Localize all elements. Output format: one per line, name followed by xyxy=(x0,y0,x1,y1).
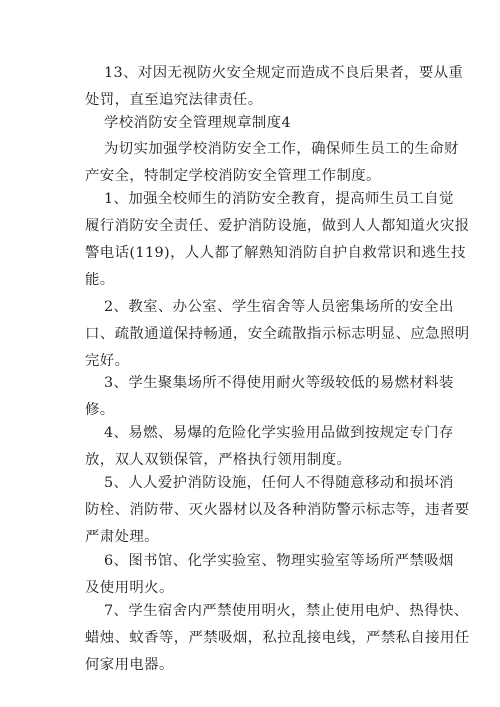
paragraph-line: 能。 xyxy=(85,272,115,288)
paragraph-line: 13、对因无视防火安全规定而造成不良后果者，要从重 xyxy=(104,65,464,81)
paragraph-line: 及使用明火。 xyxy=(85,580,174,596)
paragraph-line: 何家用电器。 xyxy=(85,657,174,673)
paragraph-line: 修。 xyxy=(85,402,115,418)
paragraph-line: 履行消防安全责任、爱护消防设施，做到人人都知道火灾报 xyxy=(85,218,470,234)
paragraph-intro xyxy=(85,136,459,190)
paragraph-line: 4、易燃、易爆的危险化学实验用品做到按规定专门存 xyxy=(104,425,454,441)
paragraph-line: 警电话(119)，人人都了解熟知消防自护自救常识和逃生技 xyxy=(85,245,466,261)
paragraph-item-13 xyxy=(85,60,464,114)
paragraph-item-4 xyxy=(85,420,454,474)
paragraph-item-5 xyxy=(85,470,470,551)
paragraph-item-7 xyxy=(85,598,470,679)
paragraph-item-6 xyxy=(85,548,454,602)
paragraph-line: 口、疏散通道保持畅通，安全疏散指示标志明显、应急照明 xyxy=(85,326,470,342)
paragraph-line: 严肃处理。 xyxy=(85,529,159,545)
paragraph-line: 5、人人爱护消防设施，任何人不得随意移动和损坏消 xyxy=(104,475,454,491)
paragraph-line: 放，双人双锁保管，严格执行领用制度。 xyxy=(85,452,352,468)
paragraph-line: 2、教室、办公室、学生宿舍等人员密集场所的安全出 xyxy=(104,299,454,315)
paragraph-line: 为切实加强学校消防安全工作，确保师生员工的生命财 xyxy=(104,141,459,157)
paragraph-line: 7、学生宿舍内严禁使用明火，禁止使用电炉、热得快、 xyxy=(104,603,469,619)
paragraph-line: 1、加强全校师生的消防安全教育，提高师生员工自觉 xyxy=(104,191,454,207)
paragraph-line: 蜡烛、蚊香等，严禁吸烟，私拉乱接电线，严禁私自接用任 xyxy=(85,630,470,646)
section-heading xyxy=(85,110,430,137)
paragraph-item-2 xyxy=(85,294,470,375)
paragraph-line: 6、图书馆、化学实验室、物理实验室等场所严禁吸烟 xyxy=(104,553,454,569)
paragraph-line: 完好。 xyxy=(85,353,130,369)
section-heading-text: 学校消防安全管理规章制度4 xyxy=(104,115,292,131)
paragraph-line: 3、学生聚集场所不得使用耐火等级较低的易燃材料装 xyxy=(104,375,454,391)
paragraph-item-1 xyxy=(85,186,470,294)
paragraph-line: 处罚，直至追究法律责任。 xyxy=(85,92,263,108)
paragraph-line: 产安全，特制定学校消防安全管理工作制度。 xyxy=(85,168,381,184)
paragraph-line: 防栓、消防带、灭火器材以及各种消防警示标志等，违者要 xyxy=(85,502,470,518)
paragraph-item-3 xyxy=(85,370,454,424)
